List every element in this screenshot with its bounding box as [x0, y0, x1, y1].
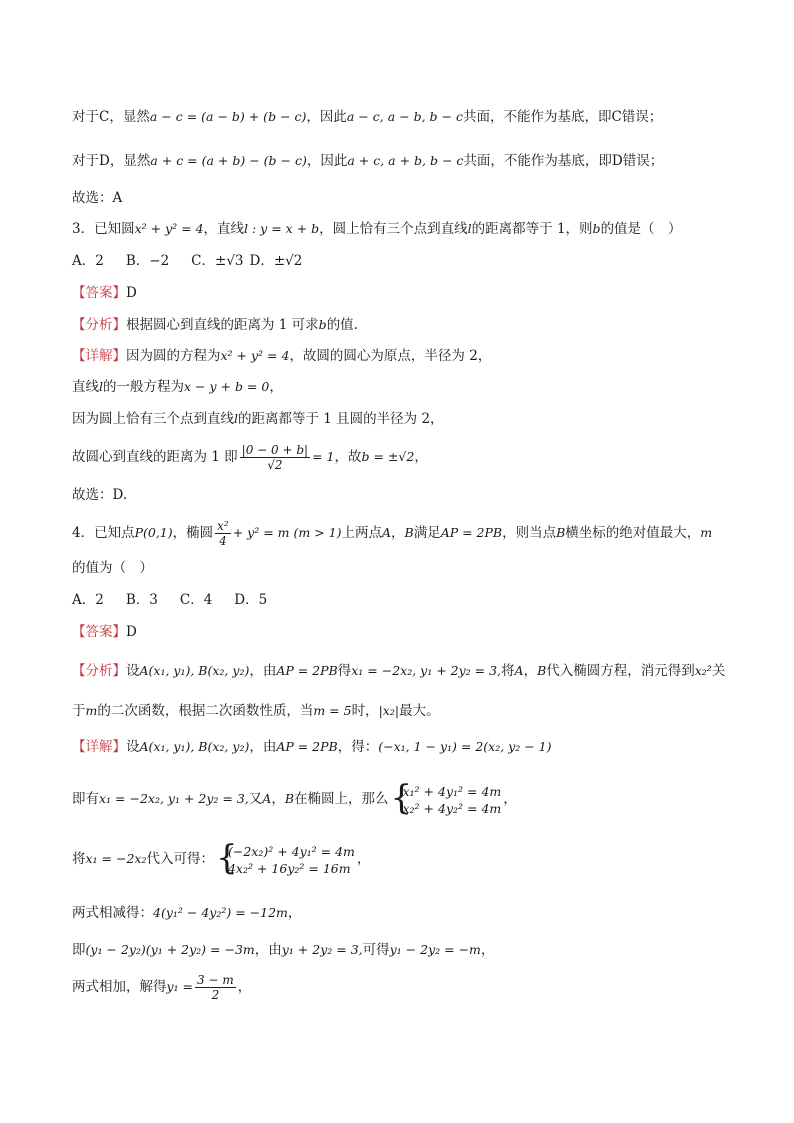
answer-tag: 【答案】 — [72, 624, 126, 640]
answer-value: D — [126, 624, 137, 640]
text: ，因此 — [306, 153, 348, 169]
text: 满足 — [413, 525, 441, 541]
text: 3．已知圆 — [72, 221, 135, 237]
previous-answer: 故选：A — [72, 190, 123, 206]
difference-relation: y₁ − 2y₂ = −m — [389, 942, 481, 957]
text: 上两点 — [341, 525, 382, 541]
text: 设 — [126, 663, 140, 679]
y1-fraction — [195, 973, 236, 1002]
text: ，由 — [249, 663, 277, 679]
result: b = ±√2 — [361, 449, 415, 464]
text: ，由 — [254, 942, 282, 958]
text: 代入可得： — [146, 851, 214, 867]
option-b: B．−2 — [125, 253, 170, 269]
option-a: A．2 — [72, 253, 104, 269]
general-line-equation: x − y + b = 0 — [184, 379, 270, 394]
denominator: 4 — [219, 534, 227, 548]
question-4-detail-5 — [72, 940, 494, 960]
text: 的距离都等于 1，则 — [471, 221, 593, 237]
text: 直线 — [72, 379, 99, 395]
var-b: B — [537, 663, 547, 678]
text: 的距离都等于 1 且圆的半径为 2， — [238, 411, 444, 427]
points: A(x₁, y₁), B(x₂, y₂) — [139, 739, 250, 754]
text: 即有 — [72, 791, 99, 807]
text: 最大。 — [399, 703, 440, 719]
system-row: 4x₂² + 16y₂² = 16m — [227, 860, 351, 876]
text: 关 — [711, 663, 726, 679]
vector-equation: AP = 2PB — [276, 663, 338, 678]
question-3-final: 故选：D. — [72, 487, 128, 503]
question-4-detail-1 — [72, 737, 552, 757]
text: 对于C，显然 — [72, 109, 150, 125]
ellipse-fraction — [215, 519, 231, 548]
numerator: 3 − m — [197, 973, 234, 987]
text: 的一般方程为 — [103, 379, 184, 395]
text: ， — [269, 379, 283, 395]
question-4-stem-end: 的值为（ ） — [72, 560, 153, 576]
vector-list: a − c, a − b, b − c — [346, 109, 463, 124]
distance-fraction — [240, 443, 310, 472]
text: 两式相加，解得 — [72, 979, 167, 995]
coordinate-relations: x₁ = −2x₂, y₁ + 2y₂ = 3, — [351, 663, 502, 678]
text: 于 — [72, 703, 86, 719]
var-m: m — [85, 703, 98, 718]
detail-tag: 【详解】 — [72, 739, 126, 755]
question-4-detail-2 — [72, 777, 517, 818]
text: 在椭圆上，那么 — [294, 791, 389, 807]
question-3-analysis — [72, 315, 358, 335]
y1-lhs: y₁ = — [166, 979, 194, 994]
var-l: l — [467, 221, 472, 236]
line-equation: l : y = x + b — [244, 221, 320, 236]
question-4-detail-6 — [72, 972, 251, 1002]
text: ，得： — [337, 739, 379, 755]
text: 的二次函数，根据二次函数性质，当 — [97, 703, 314, 719]
sum-relation: y₁ + 2y₂ = 3, — [281, 942, 363, 957]
text: 根据圆心到直线的距离为 1 可求 — [126, 317, 319, 333]
text: ， — [480, 942, 495, 958]
text: 代入椭圆方程，消元得到 — [546, 663, 695, 679]
points: A(x₁, y₁), B(x₂, y₂) — [139, 663, 250, 678]
option-b: B．3 — [125, 592, 158, 608]
question-3-detail-1 — [72, 346, 491, 366]
question-4-detail-3 — [72, 837, 371, 878]
text: ， — [356, 851, 371, 867]
text: 又 — [248, 791, 263, 807]
system-row: x₂² + 4y₂² = 4m — [402, 800, 502, 816]
text: ， — [271, 791, 285, 807]
text: 因为圆的方程为 — [126, 348, 221, 364]
question-4-analysis-2 — [72, 701, 440, 721]
option-d-explanation — [72, 151, 663, 171]
text: ，由 — [249, 739, 277, 755]
text: ， — [503, 791, 517, 807]
text: 4．已知点 — [72, 525, 135, 541]
question-4-answer — [72, 622, 137, 642]
text: 时， — [351, 703, 379, 719]
var-b: B — [284, 791, 294, 806]
text: 得 — [337, 663, 352, 679]
option-c: C．4 — [179, 592, 213, 608]
brace: { — [215, 837, 238, 878]
question-3-detail-4 — [72, 442, 428, 472]
var-l: l — [99, 379, 103, 394]
text: ，直线 — [203, 221, 245, 237]
vector-equation: a + c = (a + b) − (b − c) — [150, 153, 307, 168]
factored-equation: (y₁ − 2y₂)(y₁ + 2y₂) = −3m — [85, 942, 255, 957]
system-row: (−2x₂)² + 4y₁² = 4m — [227, 843, 355, 859]
equation: = 1 — [312, 449, 335, 464]
text: 共面，不能作为基底，即C错误； — [462, 109, 663, 125]
vector-equation: a − c = (a − b) + (b − c) — [149, 109, 307, 124]
substitution: x₁ = −2x₂ — [85, 851, 147, 866]
option-c: C．±√3 — [191, 253, 244, 269]
text: ，则当点 — [502, 525, 557, 541]
question-4-stem — [72, 518, 712, 548]
vector-list: a + c, a + b, b − c — [347, 153, 464, 168]
text: 对于D，显然 — [72, 153, 151, 169]
denominator: 2 — [211, 988, 220, 1002]
vector-equation: AP = 2PB — [440, 525, 503, 540]
var-b: b — [592, 221, 601, 236]
m-value: m = 5 — [313, 703, 352, 718]
text: 的值. — [326, 317, 358, 333]
text: 将 — [72, 851, 86, 867]
circle-equation: x² + y² = 4 — [134, 221, 204, 236]
text: ， — [523, 663, 538, 679]
text: ， — [287, 905, 302, 921]
question-3-answer — [72, 283, 137, 303]
text: ，故圆的圆心为原点，半径为 2， — [289, 348, 492, 364]
var-m: m — [700, 525, 713, 540]
var-b: B — [556, 525, 566, 540]
coordinate-relations: x₁ = −2x₂, y₁ + 2y₂ = 3, — [99, 791, 249, 806]
numerator: |0 − 0 + b| — [241, 443, 309, 457]
answer-value: D — [126, 285, 137, 301]
abs-x2: |x₂| — [378, 703, 400, 718]
x2-squared: x₂² — [694, 663, 712, 678]
text: 的值是（ ） — [600, 221, 682, 237]
equation-system — [215, 837, 355, 878]
system-row: x₁² + 4y₁² = 4m — [402, 783, 502, 799]
vector-equation: AP = 2PB — [276, 739, 338, 754]
text: 共面，不能作为基底，即D错误； — [463, 153, 664, 169]
option-c-explanation — [72, 107, 662, 127]
ellipse-equation: + y² = m (m > 1) — [232, 525, 342, 540]
question-3-stem — [72, 219, 682, 239]
text: ， — [414, 449, 428, 465]
point-p: P(0,1) — [134, 525, 173, 540]
circle-equation: x² + y² = 4 — [220, 348, 290, 363]
question-4-options — [72, 590, 289, 610]
var-l: l — [234, 411, 238, 426]
brace: { — [390, 777, 413, 818]
detail-tag: 【详解】 — [72, 348, 126, 364]
text: 将 — [501, 663, 515, 679]
text: 设 — [126, 739, 140, 755]
equation-system — [390, 777, 502, 818]
text: ，因此 — [306, 109, 347, 125]
analysis-tag: 【分析】 — [72, 663, 126, 679]
text: 可得 — [362, 942, 390, 958]
text: 故圆心到直线的距离为 1 即 — [72, 449, 238, 465]
question-4-analysis-1 — [72, 661, 725, 681]
analysis-tag: 【分析】 — [72, 317, 126, 333]
var-a: A — [381, 525, 391, 540]
text: 即 — [72, 942, 86, 958]
var-b: B — [404, 525, 414, 540]
text: 因为圆上恰有三个点到直线 — [72, 411, 234, 427]
var-b: b — [318, 317, 327, 332]
text: 两式相减得： — [72, 905, 153, 921]
text: 横坐标的绝对值最大， — [565, 525, 701, 541]
text: ，故 — [334, 449, 362, 465]
answer-tag: 【答案】 — [72, 285, 126, 301]
option-d: D．±√2 — [249, 253, 303, 269]
denominator: √2 — [267, 458, 283, 472]
text: ， — [391, 525, 405, 541]
text: ， — [237, 979, 252, 995]
numerator: x² — [217, 519, 229, 533]
coordinate-equation: (−x₁, 1 − y₁) = 2(x₂, y₂ − 1) — [378, 739, 552, 754]
question-3-detail-2 — [72, 377, 283, 397]
text: ，圆上恰有三个点到直线 — [319, 221, 468, 237]
option-d: D．5 — [234, 592, 268, 608]
question-3-detail-3 — [72, 409, 444, 429]
question-3-options — [72, 251, 324, 271]
text: ，椭圆 — [172, 525, 214, 541]
question-4-detail-4 — [72, 903, 301, 923]
var-a: A — [262, 791, 272, 806]
var-a: A — [514, 663, 524, 678]
option-a: A．2 — [72, 592, 104, 608]
difference-equation: 4(y₁² − 4y₂²) = −12m — [153, 905, 288, 920]
